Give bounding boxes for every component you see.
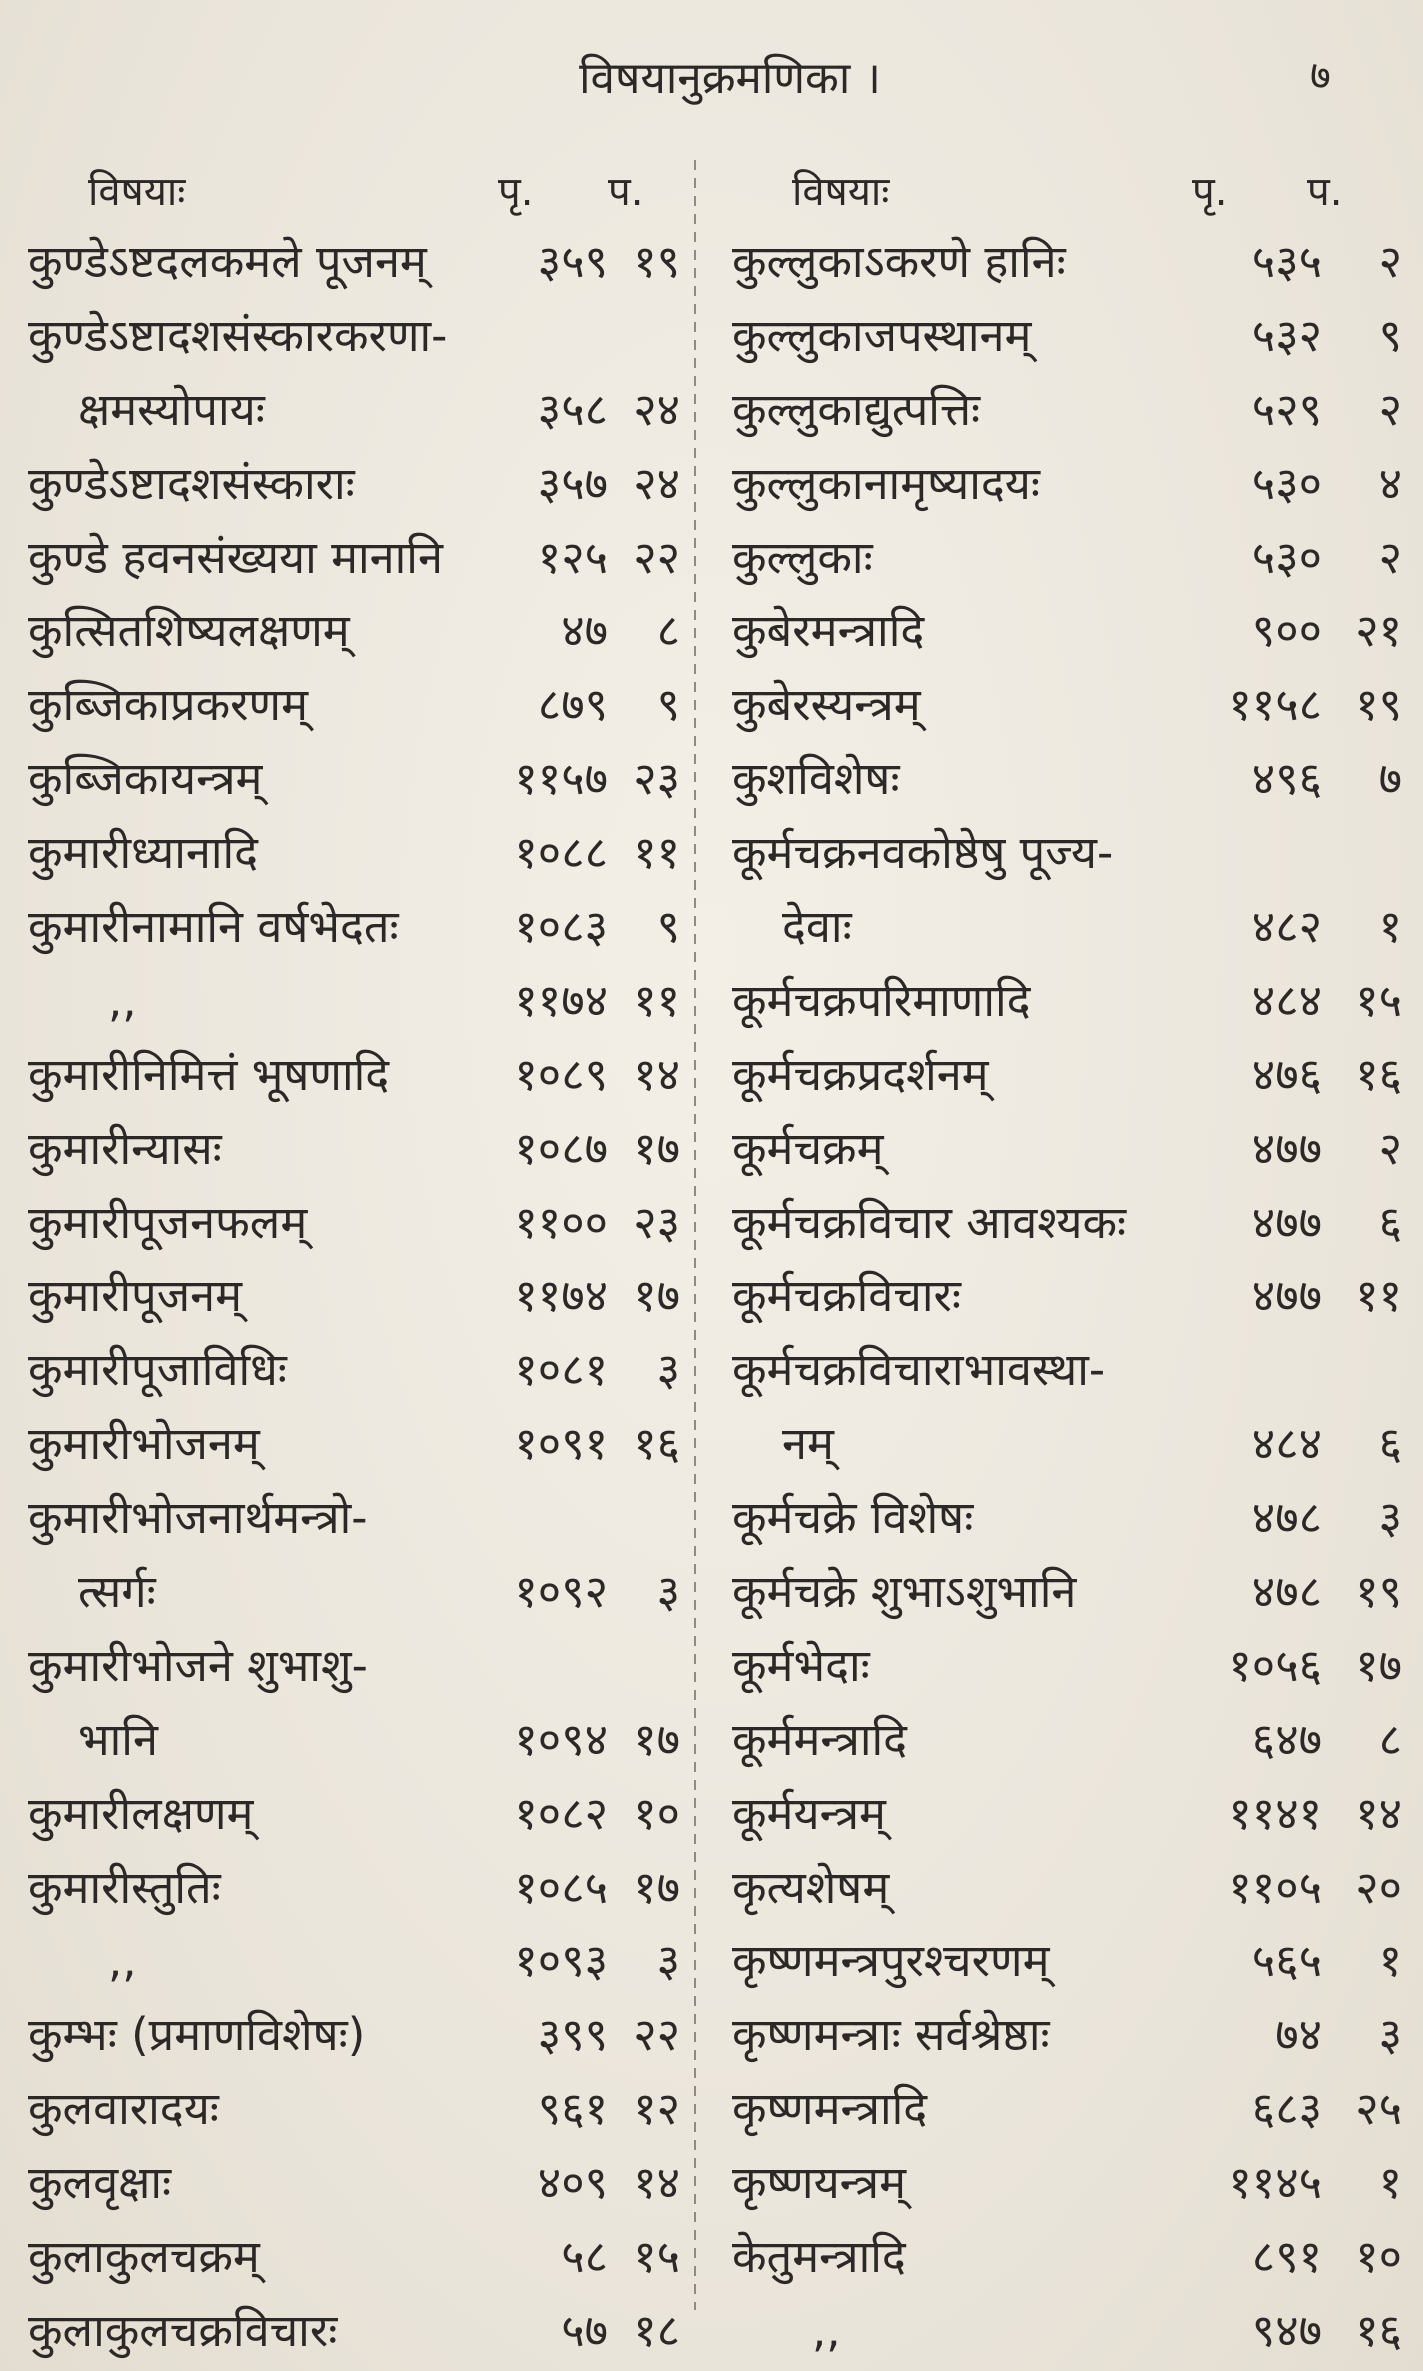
entry-subject: ,, xyxy=(108,1934,137,1988)
index-entry xyxy=(18,448,686,522)
entry-subject: कुण्डेऽष्टदलकमले पूजनम् xyxy=(28,235,427,288)
entry-page-number: ५८ xyxy=(561,2230,608,2284)
entry-line-number: ३ xyxy=(656,1565,680,1619)
index-entry xyxy=(722,1113,1412,1187)
entry-page-number: १०८३ xyxy=(514,900,608,954)
index-entry xyxy=(18,1925,686,1999)
index-entry xyxy=(18,2295,686,2369)
entry-line-number: ७ xyxy=(1378,752,1402,806)
index-entry xyxy=(722,300,1412,374)
entry-subject: कृष्णयन्त्रम् xyxy=(732,2156,907,2210)
entry-page-number: ८७९ xyxy=(537,678,608,732)
index-entry xyxy=(722,1482,1412,1556)
entry-subject: कूर्मचक्रनवकोष्ठेषु पूज्य- xyxy=(732,826,1114,880)
entry-page-number: ७४ xyxy=(1275,2008,1322,2062)
entry-line-number: २ xyxy=(1378,382,1402,436)
entry-line-number: १ xyxy=(1378,2156,1402,2210)
index-column-left xyxy=(18,150,686,2369)
entry-page-number: ४७ xyxy=(561,604,608,658)
entry-line-number: १७ xyxy=(633,1269,680,1323)
entry-subject: कूर्मचक्रे शुभाऽशुभानि xyxy=(732,1565,1077,1619)
entry-page-number: ५३० xyxy=(1251,530,1322,584)
entry-subject: कूर्मचक्रपरिमाणादि xyxy=(732,973,1031,1027)
entry-subject: कुल्लुकानामृष्यादयः xyxy=(732,456,1040,510)
entry-line-number: २२ xyxy=(633,530,680,584)
entry-line-number: २३ xyxy=(633,1195,680,1249)
entry-page-number: १०५६ xyxy=(1228,1638,1322,1692)
entry-line-number: ११ xyxy=(633,973,680,1027)
entry-line-number: २४ xyxy=(633,456,680,510)
entry-page-number: ९०० xyxy=(1251,604,1322,658)
entry-subject: कुब्जिकाप्रकरणम् xyxy=(28,678,308,732)
index-entry xyxy=(722,2147,1412,2221)
entry-subject: भानि xyxy=(78,1712,158,1766)
index-entry xyxy=(18,1852,686,1926)
entry-line-number: ३ xyxy=(656,1343,680,1397)
entry-line-number: १५ xyxy=(1355,973,1402,1027)
entry-page-number: ४७७ xyxy=(1251,1121,1322,1175)
entry-page-number: ५३० xyxy=(1251,456,1322,510)
entry-line-number: ९ xyxy=(656,678,680,732)
entry-line-number: १७ xyxy=(633,1712,680,1766)
index-entry xyxy=(18,891,686,965)
index-entry xyxy=(18,374,686,448)
index-entry xyxy=(18,1556,686,1630)
index-entry xyxy=(722,226,1412,300)
entry-subject: क्षमस्योपायः xyxy=(78,382,265,436)
entry-line-number: ११ xyxy=(633,826,680,880)
entry-page-number: १२५ xyxy=(537,530,608,584)
entry-page-number: ४७६ xyxy=(1251,1047,1322,1101)
entry-subject: कुण्डेऽष्टादशसंस्काराः xyxy=(28,456,355,510)
index-entry xyxy=(722,965,1412,1039)
entry-line-number: १४ xyxy=(633,2156,680,2210)
entry-line-number: ६ xyxy=(1378,1417,1402,1471)
entry-subject: कुमारीन्यासः xyxy=(28,1121,222,1175)
index-entry xyxy=(18,1778,686,1852)
entry-subject: नम् xyxy=(782,1417,834,1471)
entry-line-number: ९ xyxy=(656,900,680,954)
index-entry xyxy=(722,1630,1412,1704)
entry-line-number: १६ xyxy=(1355,2303,1402,2357)
entry-page-number: ११७४ xyxy=(514,973,608,1027)
index-entry xyxy=(722,1852,1412,1926)
entry-subject: कृष्णमन्त्राः सर्वश्रेष्ठाः xyxy=(732,2008,1050,2062)
entry-subject: कुण्डेऽष्टादशसंस्कारकरणा- xyxy=(28,308,448,362)
entry-subject: कुल्लुकाऽकरणे हानिः xyxy=(732,235,1066,288)
entry-page-number: ११४५ xyxy=(1228,2156,1322,2210)
index-entry xyxy=(722,522,1412,596)
index-entry xyxy=(18,1482,686,1556)
entry-line-number: १७ xyxy=(633,1121,680,1175)
index-entry xyxy=(722,1556,1412,1630)
entry-line-number: १९ xyxy=(1355,1565,1402,1619)
index-entry xyxy=(18,2147,686,2221)
entry-line-number: ८ xyxy=(1378,1712,1402,1766)
entry-subject: कृत्यशेषम् xyxy=(732,1860,890,1914)
index-entry xyxy=(18,1630,686,1704)
entry-subject: कुलवृक्षाः xyxy=(28,2156,172,2210)
entry-line-number: ९ xyxy=(1378,308,1402,362)
entry-page-number: ३५९ xyxy=(537,235,608,288)
entry-subject: कुमारीभोजनार्थमन्त्रो- xyxy=(28,1491,368,1545)
entry-subject: कुल्लुकाद्युत्पत्तिः xyxy=(732,382,981,436)
entry-line-number: १ xyxy=(1378,1934,1402,1988)
entry-page-number: १०८१ xyxy=(514,1343,608,1397)
entry-page-number: ११४१ xyxy=(1228,1786,1322,1840)
entry-line-number: ३ xyxy=(1378,2008,1402,2062)
index-entry xyxy=(18,1039,686,1113)
index-entry xyxy=(18,1187,686,1261)
entry-subject: कुबेरस्यन्त्रम् xyxy=(732,678,921,732)
entry-line-number: १७ xyxy=(633,1860,680,1914)
index-entry xyxy=(18,522,686,596)
index-entry xyxy=(18,226,686,300)
entry-subject: कुमारीध्यानादि xyxy=(28,826,259,880)
entry-subject: कुमारीपूजाविधिः xyxy=(28,1343,287,1397)
index-entry xyxy=(722,817,1412,891)
entry-line-number: १९ xyxy=(1355,678,1402,732)
entry-line-number: २० xyxy=(1355,1860,1402,1914)
entry-page-number: ६४७ xyxy=(1251,1712,1322,1766)
entry-page-number: १०९४ xyxy=(514,1712,608,1766)
entry-line-number: ३ xyxy=(656,1934,680,1988)
entry-page-number: १०८९ xyxy=(514,1047,608,1101)
entry-subject: कृष्णमन्त्रादि xyxy=(732,2082,928,2136)
index-entry xyxy=(722,2295,1412,2369)
entry-page-number: १०९३ xyxy=(514,1934,608,1988)
index-entry xyxy=(18,1408,686,1482)
index-entry xyxy=(722,891,1412,965)
index-entry xyxy=(18,2073,686,2147)
entry-subject: कुलाकुलचक्रविचारः xyxy=(28,2303,338,2357)
index-entry xyxy=(722,669,1412,743)
index-entry xyxy=(722,2073,1412,2147)
entry-page-number: ४८४ xyxy=(1251,973,1322,1027)
entry-page-number: ४०९ xyxy=(537,2156,608,2210)
subject-heading: विषयाः xyxy=(88,169,186,215)
line-heading: प. xyxy=(608,169,644,215)
entry-page-number: १०८८ xyxy=(514,826,608,880)
entry-line-number: ३ xyxy=(1378,1491,1402,1545)
entry-subject: ,, xyxy=(108,973,137,1027)
entry-subject: कूर्मचक्रविचार आवश्यकः xyxy=(732,1195,1127,1249)
entry-page-number: १०९२ xyxy=(514,1565,608,1619)
entry-page-number: ४७८ xyxy=(1251,1565,1322,1619)
index-entry xyxy=(722,1260,1412,1334)
entry-line-number: २ xyxy=(1378,235,1402,288)
entry-subject: कुब्जिकायन्त्रम् xyxy=(28,752,263,806)
entry-line-number: २१ xyxy=(1355,604,1402,658)
entry-page-number: ४८२ xyxy=(1251,900,1322,954)
entry-page-number: ४९६ xyxy=(1251,752,1322,806)
entry-subject: कुल्लुकाः xyxy=(732,530,873,584)
index-entry xyxy=(722,1408,1412,1482)
index-entry xyxy=(18,1260,686,1334)
entry-subject: कूर्ममन्त्रादि xyxy=(732,1712,908,1766)
entry-line-number: ११ xyxy=(1355,1269,1402,1323)
entry-subject: कुमारीनिमित्तं भूषणादि xyxy=(28,1047,390,1101)
page-number: ७ xyxy=(1310,53,1331,99)
entry-subject: कूर्मचक्रे विशेषः xyxy=(732,1491,974,1545)
index-entry xyxy=(722,2221,1412,2295)
entry-page-number: ३९९ xyxy=(537,2008,608,2062)
index-entry xyxy=(18,965,686,1039)
entry-line-number: १० xyxy=(1355,2230,1402,2284)
entry-line-number: १० xyxy=(633,1786,680,1840)
index-entry xyxy=(722,1704,1412,1778)
entry-subject: कुल्लुकाजपस्थानम् xyxy=(732,308,1032,362)
entry-subject: कूर्मयन्त्रम् xyxy=(732,1786,886,1840)
entry-subject: कूर्मचक्रम् xyxy=(732,1121,884,1175)
index-entry xyxy=(722,1925,1412,1999)
column-divider xyxy=(694,160,696,2310)
entry-page-number: १०८७ xyxy=(514,1121,608,1175)
entry-line-number: १ xyxy=(1378,900,1402,954)
entry-line-number: १७ xyxy=(1355,1638,1402,1692)
entry-subject: देवाः xyxy=(782,900,852,954)
entry-page-number: ३५७ xyxy=(537,456,608,510)
entry-subject: कूर्मचक्रप्रदर्शनम् xyxy=(732,1047,989,1101)
entry-line-number: १८ xyxy=(633,2303,680,2357)
index-entry xyxy=(18,743,686,817)
entry-subject: कुलवारादयः xyxy=(28,2082,219,2136)
entry-page-number: १०८५ xyxy=(514,1860,608,1914)
entry-page-number: ६८३ xyxy=(1251,2082,1322,2136)
index-entry xyxy=(722,1039,1412,1113)
entry-page-number: ११७४ xyxy=(514,1269,608,1323)
entry-subject: कुमारीलक्षणम् xyxy=(28,1786,254,1840)
entry-subject: त्सर्गः xyxy=(78,1565,156,1619)
entry-line-number: २५ xyxy=(1355,2082,1402,2136)
entry-page-number: ५३२ xyxy=(1251,308,1322,362)
index-rows xyxy=(18,226,686,2369)
index-column-right xyxy=(722,150,1412,2369)
index-entry xyxy=(18,1704,686,1778)
page-heading: पृ. xyxy=(1192,169,1228,215)
entry-line-number: ६ xyxy=(1378,1195,1402,1249)
entry-subject: कूर्मचक्रविचारः xyxy=(732,1269,962,1323)
entry-line-number: ४ xyxy=(1378,456,1402,510)
entry-page-number: १०९१ xyxy=(514,1417,608,1471)
entry-line-number: १९ xyxy=(633,235,680,288)
index-entry xyxy=(18,817,686,891)
index-entry xyxy=(722,448,1412,522)
entry-page-number: ११०० xyxy=(514,1195,608,1249)
entry-subject: कुमारीभोजने शुभाशु- xyxy=(28,1638,368,1692)
index-entry xyxy=(722,1778,1412,1852)
entry-subject: ,, xyxy=(812,2303,841,2357)
entry-subject: कुमारीनामानि वर्षभेदतः xyxy=(28,900,399,954)
entry-subject: कुण्डे हवनसंख्यया मानानि xyxy=(28,530,443,584)
entry-page-number: ९६१ xyxy=(537,2082,608,2136)
entry-line-number: १५ xyxy=(633,2230,680,2284)
entry-subject: केतुमन्त्रादि xyxy=(732,2230,906,2284)
entry-page-number: ५३५ xyxy=(1251,235,1322,288)
entry-line-number: २४ xyxy=(633,382,680,436)
entry-subject: कुबेरमन्त्रादि xyxy=(732,604,925,658)
entry-line-number: २ xyxy=(1378,1121,1402,1175)
index-entry xyxy=(18,1113,686,1187)
entry-subject: कुम्भः (प्रमाणविशेषः) xyxy=(28,2008,366,2062)
page-title: विषयानुक्रमणिका । xyxy=(579,53,881,104)
subject-heading: विषयाः xyxy=(792,169,890,215)
index-entry xyxy=(18,1999,686,2073)
entry-subject: कुत्सितशिष्यलक्षणम् xyxy=(28,604,350,658)
column-header xyxy=(18,150,686,226)
index-entry xyxy=(722,1999,1412,2073)
entry-page-number: ४८४ xyxy=(1251,1417,1322,1471)
entry-page-number: ५६५ xyxy=(1251,1934,1322,1988)
entry-page-number: ५७ xyxy=(561,2303,608,2357)
entry-subject: कुमारीभोजनम् xyxy=(28,1417,260,1471)
entry-subject: कुमारीपूजनफलम् xyxy=(28,1195,308,1249)
entry-line-number: २२ xyxy=(633,2008,680,2062)
entry-page-number: ४७८ xyxy=(1251,1491,1322,1545)
entry-line-number: १६ xyxy=(633,1417,680,1471)
entry-line-number: १४ xyxy=(1355,1786,1402,1840)
index-entry xyxy=(722,595,1412,669)
entry-line-number: १२ xyxy=(633,2082,680,2136)
index-entry xyxy=(18,595,686,669)
entry-line-number: २ xyxy=(1378,530,1402,584)
index-entry xyxy=(722,374,1412,448)
index-entry xyxy=(18,2221,686,2295)
index-entry xyxy=(18,300,686,374)
page-heading: पृ. xyxy=(498,169,534,215)
entry-subject: कुशविशेषः xyxy=(732,752,900,806)
entry-subject: कृष्णमन्त्रपुरश्चरणम् xyxy=(732,1934,1050,1988)
entry-page-number: ८९१ xyxy=(1251,2230,1322,2284)
entry-page-number: ४७७ xyxy=(1251,1269,1322,1323)
entry-line-number: १६ xyxy=(1355,1047,1402,1101)
index-entry xyxy=(722,743,1412,817)
line-heading: प. xyxy=(1307,169,1343,215)
entry-page-number: ४७७ xyxy=(1251,1195,1322,1249)
entry-line-number: ८ xyxy=(656,604,680,658)
entry-subject: कुलाकुलचक्रम् xyxy=(28,2230,260,2284)
page-header xyxy=(0,40,1423,120)
index-entry xyxy=(722,1334,1412,1408)
entry-subject: कूर्मभेदाः xyxy=(732,1638,870,1692)
entry-page-number: ११०५ xyxy=(1228,1860,1322,1914)
entry-line-number: १४ xyxy=(633,1047,680,1101)
entry-page-number: ९४७ xyxy=(1251,2303,1322,2357)
entry-page-number: १०८२ xyxy=(514,1786,608,1840)
index-entry xyxy=(18,1334,686,1408)
column-header xyxy=(722,150,1412,226)
entry-subject: कुमारीस्तुतिः xyxy=(28,1860,221,1914)
entry-subject: कूर्मचक्रविचाराभावस्था- xyxy=(732,1343,1106,1397)
index-entry xyxy=(18,669,686,743)
entry-page-number: ११५८ xyxy=(1228,678,1322,732)
entry-line-number: २३ xyxy=(633,752,680,806)
index-entry xyxy=(722,1187,1412,1261)
entry-subject: कुमारीपूजनम् xyxy=(28,1269,243,1323)
entry-page-number: ३५८ xyxy=(537,382,608,436)
index-rows xyxy=(722,226,1412,2369)
entry-page-number: ५२९ xyxy=(1251,382,1322,436)
entry-page-number: ११५७ xyxy=(514,752,608,806)
